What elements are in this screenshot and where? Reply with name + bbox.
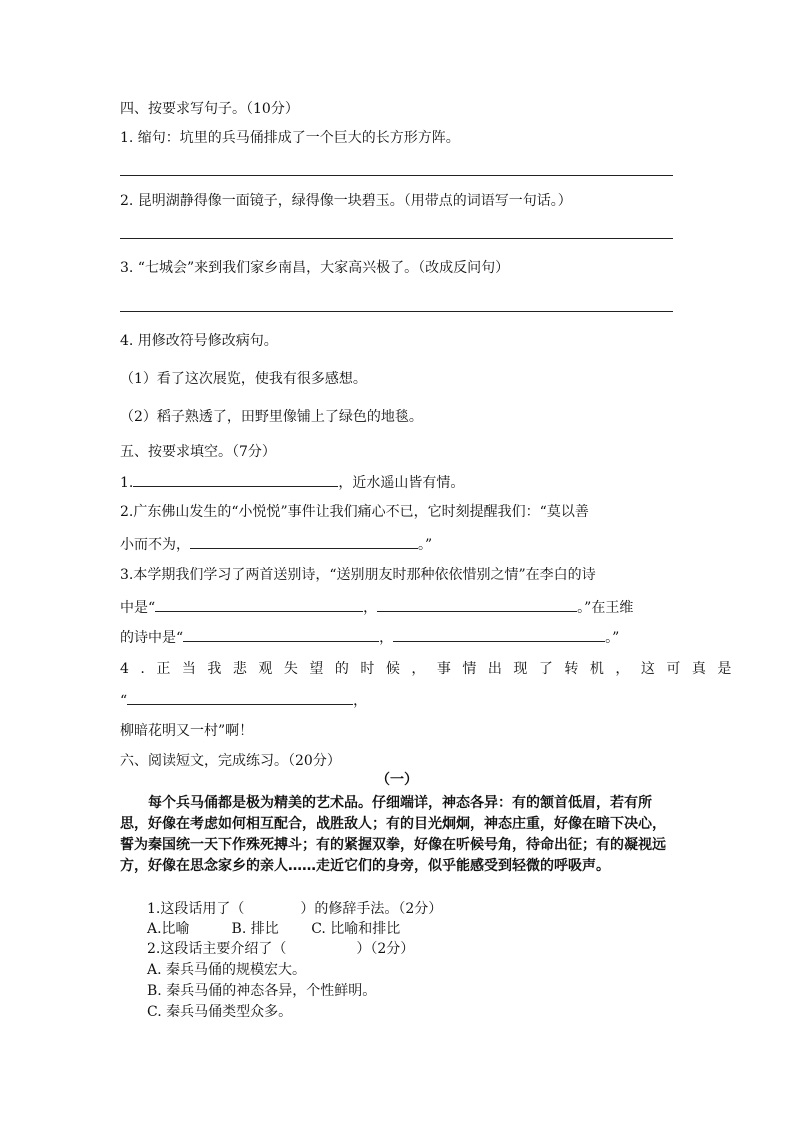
q3-l3-mid: ， [379,630,394,646]
passage-text: 每个兵马俑都是极为精美的艺术品。仔细端详，神态各异：有的颔首低眉，若有所思，好像在考虑如何相互配合，战胜敌人；有的目光炯炯，神态庄重，好像在暗下决心，誓为秦国统一天下作殊死搏斗；有的紧握双拳，好像在听候号角，待命出征；有的凝视远方，好像在思念家乡的亲人……走近它们的身旁，似乎能感受到轻微的呼吸声。 [120,795,666,874]
fill-blank[interactable] [183,627,379,642]
section5-q4-line1: 4.正当我悲观失望的时候，事情出现了转机，这可真是 [120,661,743,677]
q3-l2-mid: ， [363,600,378,616]
answer-line[interactable] [120,175,673,176]
section6-q2: 2.这段话主要介绍了（ ）（2分） [147,941,415,957]
section4-heading: 四、按要求写句子。（10分） [120,101,299,117]
section5-q3-line2 [120,597,633,618]
fill-blank[interactable] [133,472,338,487]
passage-title: （一） [376,772,418,788]
q4-suffix: ， [353,693,368,709]
section4-q4-1: （1）看了这次展览，使我有很多感想。 [120,371,367,387]
q2-suffix: 。” [418,537,433,553]
q3-l3-prefix: 的诗中是“ [120,630,184,646]
q2-prefix: 小而不为， [120,537,190,553]
section5-heading: 五、按要求填空。（7分） [120,444,276,460]
section5-q3-line1: 3.本学期我们学习了两首送别诗，“送别朋友时那种依依惜别之情”在李白的诗 [120,567,596,583]
section6-q1: 1.这段话用了（ ）的修辞手法。（2分） [147,901,443,917]
answer-line[interactable] [120,238,673,239]
q1-prefix: 1. [120,475,134,491]
q4-prefix: “ [120,693,128,709]
section6-q2-option-c: C. 秦兵马俑类型众多。 [147,1004,293,1020]
section5-q2-line2 [120,534,432,555]
answer-line[interactable] [120,311,673,312]
section4-q1: 1. 缩句：坑里的兵马俑排成了一个巨大的长方形方阵。 [120,130,460,146]
section5-q3-line3 [120,627,619,648]
fill-blank[interactable] [377,597,577,612]
fill-blank[interactable] [155,597,363,612]
q3-l3-suffix: 。” [605,630,620,646]
q3-l2-prefix: 中是“ [120,600,156,616]
section6-heading: 六、阅读短文，完成练习。（20分） [120,753,341,769]
section4-q4-2: （2）稻子熟透了，田野里像铺上了绿色的地毯。 [120,409,423,425]
section6-q2-option-b: B. 秦兵马俑的神态各异，个性鲜明。 [147,983,377,999]
section4-q3: 3. “七城会”来到我们家乡南昌，大家高兴极了。（改成反问句） [120,260,510,276]
fill-blank[interactable] [127,690,353,705]
section5-q4-line2 [120,690,367,711]
q1-suffix: ，近水遥山皆有情。 [338,475,465,491]
section5-q2-line1: 2.广东佛山发生的“小悦悦”事件让我们痛心不已，它时刻提醒我们：“莫以善 [120,504,589,520]
section5-q4-line3: 柳暗花明又一村”啊！ [120,723,254,739]
q3-l2-suffix: 。”在王维 [577,600,634,616]
section6-q1-options: A.比喻 B. 排比 C. 比喻和排比 [147,921,401,937]
fill-blank[interactable] [393,627,605,642]
section6-q2-option-a: A. 秦兵马俑的规模宏大。 [147,962,307,978]
section4-q2: 2. 昆明湖静得像一面镜子，绿得像一块碧玉。（用带点的词语写一句话。） [120,193,572,209]
section5-q1 [120,472,464,493]
fill-blank[interactable] [190,534,418,549]
section4-q4: 4. 用修改符号修改病句。 [120,333,278,349]
